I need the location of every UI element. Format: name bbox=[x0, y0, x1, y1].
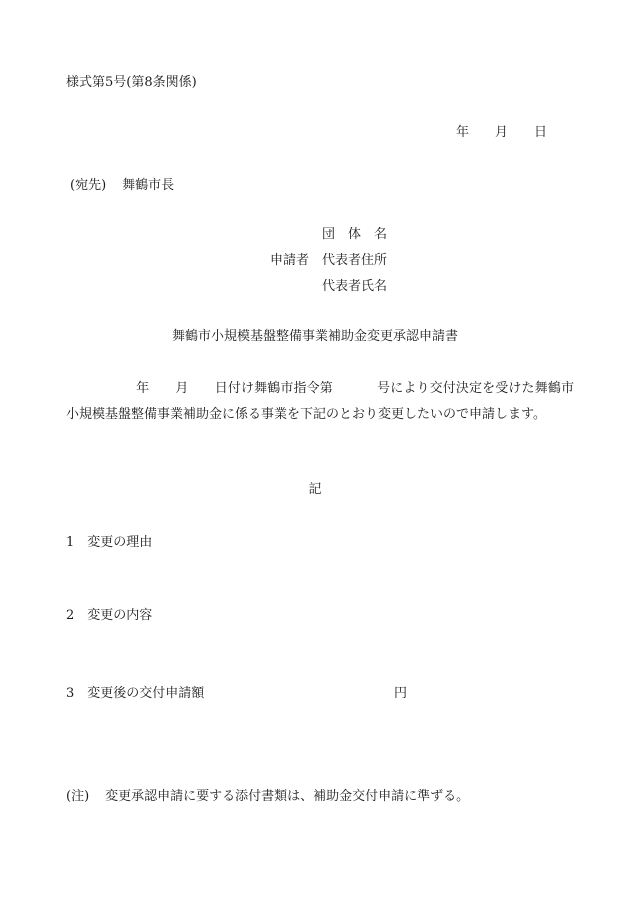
footnote bbox=[66, 789, 469, 805]
date-line bbox=[456, 125, 547, 141]
recipient bbox=[70, 178, 174, 194]
applicant-rep-name-label: 代表者氏名 bbox=[322, 279, 388, 294]
item-change-content bbox=[66, 608, 152, 624]
item-change-reason bbox=[66, 535, 152, 551]
footnote-text: 変更承認申請に要する添付書類は、補助金交付申請に準ずる。 bbox=[105, 789, 470, 804]
item-number: 3 bbox=[66, 686, 75, 701]
date-year-label: 年 bbox=[456, 125, 470, 140]
item-new-amount bbox=[66, 686, 204, 702]
item-label: 変更の理由 bbox=[87, 535, 153, 550]
body-paragraph bbox=[66, 376, 574, 428]
recipient-name: 舞鶴市長 bbox=[122, 178, 175, 193]
body-rest-text: 号により交付決定を受けた舞鶴市小規模基盤整備事業補助金に係る事業を下記のとおり変更したいので申請します。 bbox=[66, 381, 574, 422]
applicant-org-name-label: 団 体 名 bbox=[322, 227, 388, 242]
item-number: 2 bbox=[66, 608, 75, 623]
document-title: 舞鶴市小規模基盤整備事業補助金変更承認申請書 bbox=[171, 329, 458, 344]
footnote-prefix: (注) bbox=[66, 789, 90, 804]
recipient-prefix: (宛先) bbox=[70, 178, 107, 193]
amount-unit-yen: 円 bbox=[394, 686, 408, 701]
body-year-label: 年 bbox=[136, 381, 150, 396]
date-day-label: 日 bbox=[534, 125, 548, 140]
date-month-label: 月 bbox=[495, 125, 509, 140]
body-month-label: 月 bbox=[175, 381, 189, 396]
form-number: 様式第5号(第8条関係) bbox=[66, 75, 197, 90]
applicant-address-label: 代表者住所 bbox=[322, 253, 388, 268]
ki-heading: 記 bbox=[308, 482, 322, 497]
item-label: 変更の内容 bbox=[87, 608, 153, 623]
item-label: 変更後の交付申請額 bbox=[87, 686, 205, 701]
item-number: 1 bbox=[66, 535, 75, 550]
applicant-prefix: 申請者 bbox=[270, 253, 310, 268]
body-dated-text: 日付け舞鶴市指令第 bbox=[214, 381, 333, 396]
